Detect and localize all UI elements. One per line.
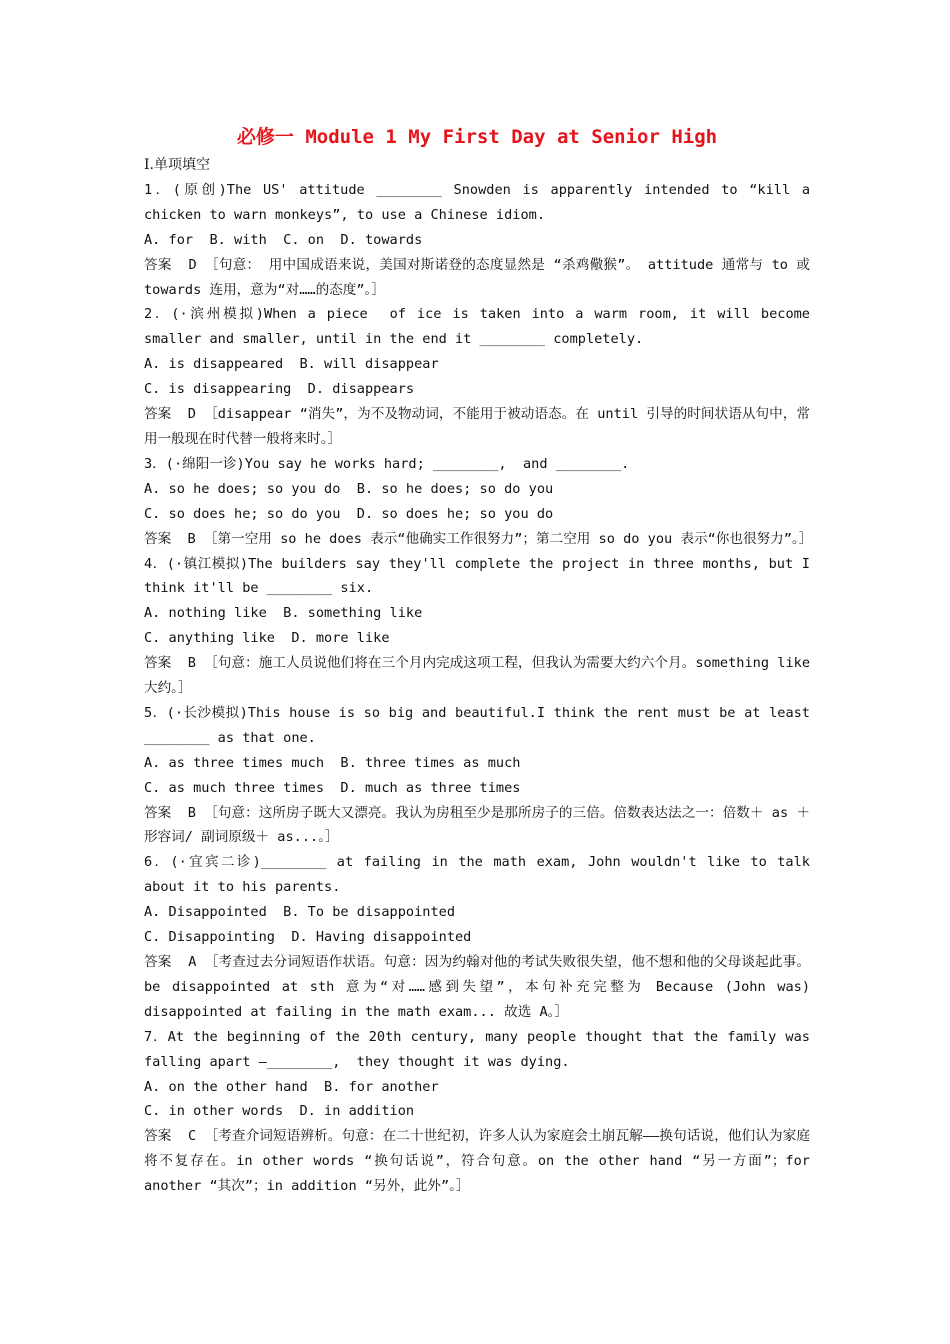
question-options: C. as much three times D. much as three times bbox=[144, 779, 521, 796]
question-item bbox=[144, 850, 819, 1024]
question-stem: 3．(·绵阳一诊)You say he works hard; ________, and ________. bbox=[144, 455, 630, 472]
question-options: A. so he does; so you do B. so he does; so do you bbox=[144, 480, 554, 497]
question-options: A. on the other hand B. for another bbox=[144, 1078, 439, 1095]
question-item bbox=[144, 1025, 819, 1199]
question-options: C. in other words D. in addition bbox=[144, 1103, 415, 1120]
question-stem: 1．(原创)The US' attitude ________ Snowden is apparently intended to “kill a chicken to warn monkeys”, to use a Chinese idiom. bbox=[144, 181, 819, 223]
question-item bbox=[144, 178, 819, 303]
document-page bbox=[144, 122, 819, 1199]
question-stem: 7．At the beginning of the 20th century, many people thought that the family was falling apart —________, they thought it was dying. bbox=[144, 1028, 819, 1070]
question-answer: 答案 D ［disappear “消失”，为不及物动词，不能用于被动语态。在 until 引导的时间状语从句中，常用一般现在时代替一般将来时。］ bbox=[144, 406, 810, 447]
question-item bbox=[144, 302, 819, 451]
question-options: C. anything like D. more like bbox=[144, 630, 390, 647]
question-answer: 答案 A ［考查过去分词短语作状语。句意：因为约翰对他的考试失败很失望，他不想和他的父母谈起此事。be disappointed at sth 意为“对……感到失望”，本句补充完整为 Because (John was) disappointed at failing in the math exam... 故选 A。］ bbox=[144, 954, 819, 1020]
question-options: A. nothing like B. something like bbox=[144, 605, 423, 622]
question-options: C. so does he; so do you D. so does he; so you do bbox=[144, 505, 554, 522]
question-answer: 答案 C ［考查介词短语辨析。句意：在二十世纪初，许多人认为家庭会土崩瓦解——换句话说，他们认为家庭将不复存在。in other words “换句话说”，符合句意。on the other hand “另一方面”；for another “其次”；in addition “另外，此外”。］ bbox=[144, 1128, 819, 1195]
question-options: A. is disappeared B. will disappear bbox=[144, 356, 439, 373]
question-answer: 答案 B ［第一空用 so he does 表示“他确实工作很努力”；第二空用 so do you 表示“你也很努力”。］ bbox=[144, 530, 813, 547]
question-answer: 答案 B ［句意：这所房子既大又漂亮。我认为房租至少是那所房子的三倍。倍数表达法之一：倍数＋ as ＋形容词/ 副词原级＋ as...。］ bbox=[144, 804, 810, 846]
question-stem: 5．(·长沙模拟)This house is so big and beautiful.I think the rent must be at least ________ as that one. bbox=[144, 704, 819, 746]
section-heading: I.单项填空 bbox=[144, 157, 210, 173]
question-item bbox=[144, 452, 813, 552]
question-item bbox=[144, 552, 819, 701]
question-options: C. is disappearing D. disappears bbox=[144, 381, 415, 398]
question-stem: 6．(·宜宾二诊)________ at failing in the math exam, John wouldn't like to talk about it to his parents. bbox=[144, 854, 819, 896]
question-options: A. Disappointed B. To be disappointed bbox=[144, 904, 455, 921]
page-title: 必修一 Module 1 My First Day at Senior High bbox=[236, 126, 718, 148]
question-list bbox=[144, 178, 819, 1199]
question-answer: 答案 B ［句意：施工人员说他们将在三个月内完成这项工程，但我认为需要大约六个月。something like 大约。］ bbox=[144, 655, 819, 697]
question-options: A. for B. with C. on D. towards bbox=[144, 231, 423, 248]
question-item bbox=[144, 701, 819, 850]
question-answer: 答案 D ［句意： 用中国成语来说，美国对斯诺登的态度显然是 “杀鸡儆猴”。 attitude 通常与 to 或 towards 连用，意为“对……的态度”。］ bbox=[144, 256, 819, 298]
question-stem: 4．(·镇江模拟)The builders say they'll complete the project in three months, but I think it'll be ________ six. bbox=[144, 555, 819, 597]
question-options: C. Disappointing D. Having disappointed bbox=[144, 929, 472, 946]
question-options: A. as three times much B. three times as much bbox=[144, 754, 521, 771]
question-stem: 2．(·滨州模拟)When a piece of ice is taken into a warm room, it will become smaller and smaller, until in the end it ________ completely. bbox=[144, 306, 819, 348]
